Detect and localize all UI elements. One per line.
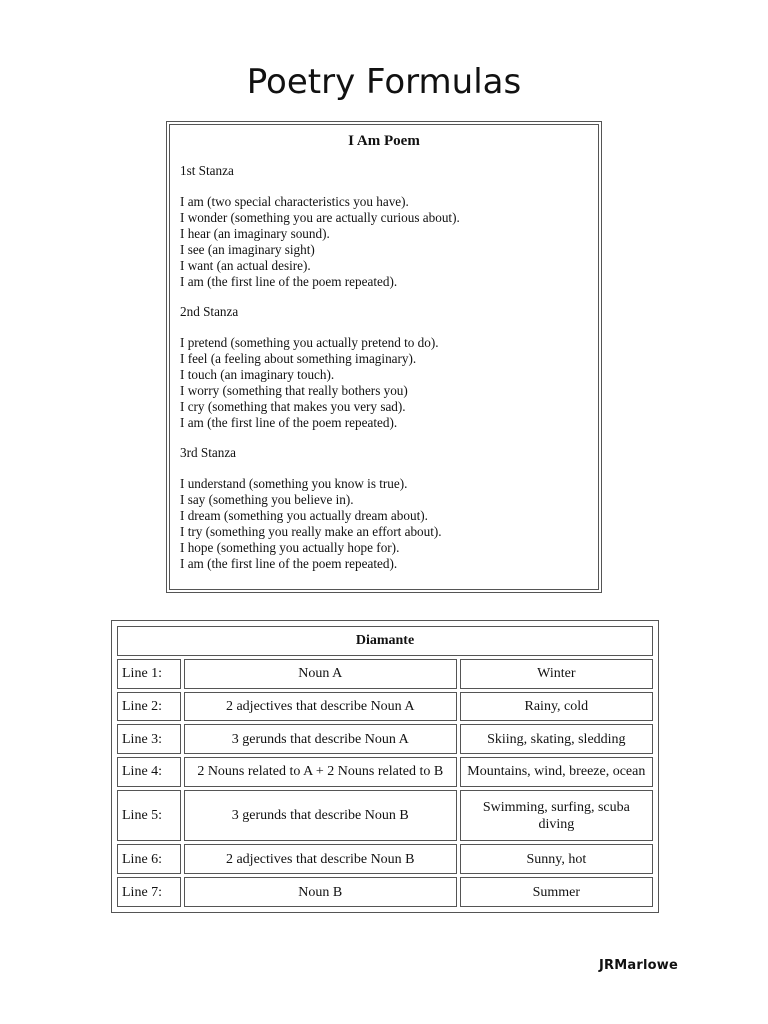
line-label: Line 7:	[117, 877, 181, 907]
stanza-3	[180, 445, 588, 572]
page-title: Poetry Formulas	[246, 62, 522, 102]
diamante-title: Diamante	[117, 626, 653, 656]
line-label: Line 2:	[117, 692, 181, 722]
diamante-table	[114, 623, 656, 910]
table-row	[117, 790, 653, 842]
stanza-lines	[180, 335, 588, 431]
line-description: 3 gerunds that describe Noun A	[184, 724, 457, 754]
stanza-line: I cry (something that makes you very sad).	[180, 399, 406, 414]
line-label: Line 5:	[117, 790, 181, 842]
author-credit: JRMarlowe	[599, 958, 678, 973]
stanza-line: I am (two special characteristics you have).	[180, 194, 409, 209]
stanza-line: I pretend (something you actually pretend to do).	[180, 335, 439, 350]
stanza-line: I am (the first line of the poem repeated).	[180, 556, 398, 571]
stanza-line: I say (something you believe in).	[180, 492, 354, 507]
line-label: Line 3:	[117, 724, 181, 754]
i-am-poem-box	[166, 121, 602, 593]
stanza-line: I dream (something you actually dream about).	[180, 508, 428, 523]
line-example: Rainy, cold	[460, 692, 653, 722]
stanza-label: 2nd Stanza	[180, 304, 239, 319]
table-row	[117, 724, 653, 754]
line-description: 2 adjectives that describe Noun B	[184, 844, 457, 874]
stanza-line: I feel (a feeling about something imaginary).	[180, 351, 417, 366]
line-label: Line 1:	[117, 659, 181, 689]
table-row	[117, 626, 653, 656]
stanza-line: I hope (something you actually hope for).	[180, 540, 400, 555]
line-example: Skiing, skating, sledding	[460, 724, 653, 754]
line-description: Noun B	[184, 877, 457, 907]
stanza-lines	[180, 194, 588, 290]
diamante-table-box	[111, 620, 659, 913]
stanza-line: I touch (an imaginary touch).	[180, 367, 335, 382]
line-description: Noun A	[184, 659, 457, 689]
stanza-line: I understand (something you know is true).	[180, 476, 408, 491]
line-example: Swimming, surfing, scuba diving	[460, 790, 653, 842]
stanza-label: 1st Stanza	[180, 163, 234, 178]
stanza-line: I wonder (something you are actually curious about).	[180, 210, 460, 225]
table-row	[117, 757, 653, 787]
line-example: Winter	[460, 659, 653, 689]
stanza-line: I want (an actual desire).	[180, 258, 311, 273]
stanza-lines	[180, 476, 588, 572]
line-label: Line 6:	[117, 844, 181, 874]
line-description: 2 adjectives that describe Noun A	[184, 692, 457, 722]
table-row	[117, 659, 653, 689]
stanza-1	[180, 163, 588, 290]
i-am-poem-inner	[169, 124, 599, 590]
stanza-line: I see (an imaginary sight)	[180, 242, 315, 257]
line-description: 3 gerunds that describe Noun B	[184, 790, 457, 842]
line-label: Line 4:	[117, 757, 181, 787]
line-example: Sunny, hot	[460, 844, 653, 874]
line-description: 2 Nouns related to A + 2 Nouns related to B	[184, 757, 457, 787]
stanza-line: I try (something you really make an effort about).	[180, 524, 442, 539]
stanza-line: I hear (an imaginary sound).	[180, 226, 330, 241]
table-row	[117, 877, 653, 907]
stanza-line: I am (the first line of the poem repeated).	[180, 274, 398, 289]
table-row	[117, 844, 653, 874]
line-example: Summer	[460, 877, 653, 907]
table-row	[117, 692, 653, 722]
line-example: Mountains, wind, breeze, ocean	[460, 757, 653, 787]
poem-title: I Am Poem	[348, 133, 420, 149]
stanza-line: I am (the first line of the poem repeated).	[180, 415, 398, 430]
stanza-line: I worry (something that really bothers you)	[180, 383, 408, 398]
stanza-label: 3rd Stanza	[180, 445, 237, 460]
stanza-2	[180, 304, 588, 431]
